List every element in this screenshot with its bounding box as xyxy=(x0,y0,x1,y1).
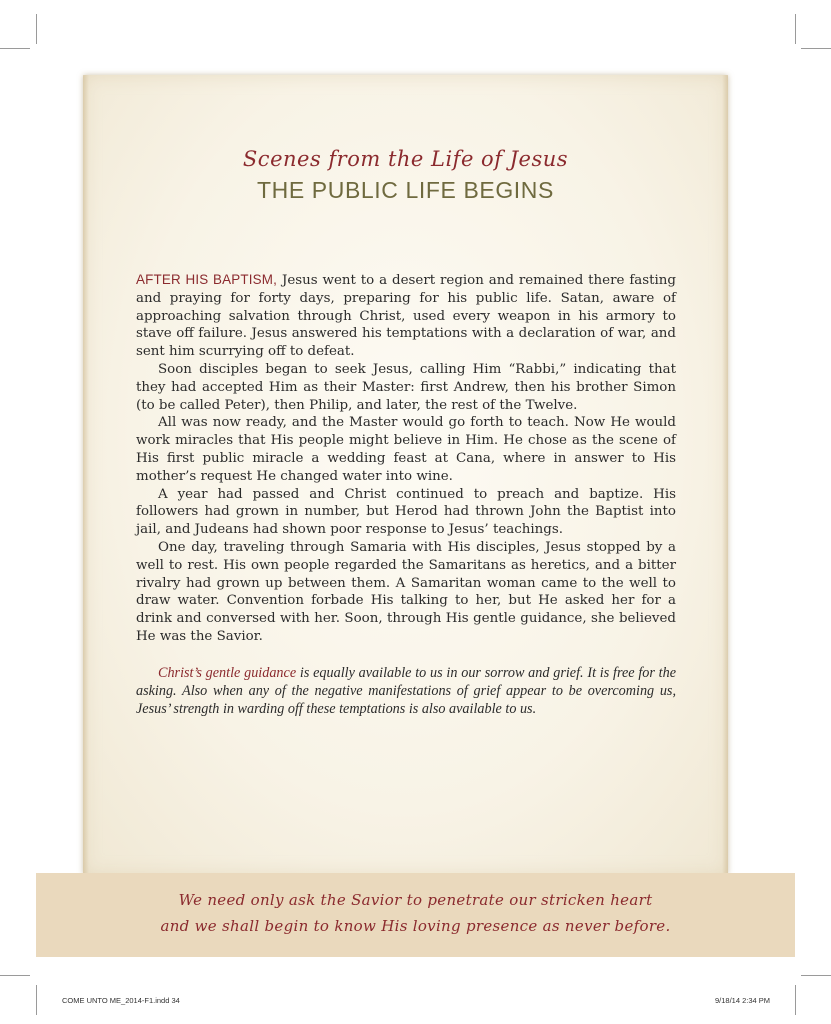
banner-quote xyxy=(36,887,795,939)
paragraph: Soon disciples began to seek Jesus, calling Him “Rabbi,” indicating that they had accepted Him as their Master: first Andrew, then his brother Simon (to be called Peter), then Philip, and later, the rest of the Twelve. xyxy=(136,361,676,413)
paragraph: A year had passed and Christ continued to preach and baptize. His followers had grown in number, but Herod had thrown John the Baptist into jail, and Judeans had shown poor response to Jesus’ teachings. xyxy=(136,486,676,538)
title-block xyxy=(83,145,728,205)
crop-mark xyxy=(36,14,37,44)
lead-in: AFTER HIS BAPTISM, xyxy=(136,272,278,287)
article-body xyxy=(136,271,676,718)
crop-mark xyxy=(0,48,30,49)
paragraph-text: Jesus went to a desert region and remained there fasting and praying for forty days, preparing for his public life. Satan, aware of approaching salvation through Christ, used every weapon in his armory to stave off failure. Jesus answered his temptations with a declaration of war, and sent him scurrying off to defeat. xyxy=(136,273,676,360)
reflection-paragraph xyxy=(136,664,676,718)
quote-banner xyxy=(36,873,795,957)
reflection-text: is equally available to us in our sorrow and grief. It is free for the asking. Also when any of the negative manifestations of grief appear to be overcoming us, Jesus’ strength in warding off these temptations is also available to us. xyxy=(136,664,676,717)
banner-line: We need only ask the Savior to penetrate our stricken heart xyxy=(178,891,653,909)
slug-filename: COME UNTO ME_2014-F1.indd 34 xyxy=(62,996,180,1005)
paragraph: One day, traveling through Samaria with His disciples, Jesus stopped by a well to rest. His own people regarded the Samaritans as heretics, and a bitter rivalry had grown up between them. A Samaritan woman came to the well to draw water. Convention forbade His talking to her, but He asked her for a drink and conversed with her. Soon, through His gentle guidance, she believed He was the Savior. xyxy=(136,539,676,644)
paragraph xyxy=(136,271,676,361)
page-subtitle: Scenes from the Life of Jesus xyxy=(242,147,569,171)
crop-mark xyxy=(801,975,831,976)
paragraph: All was now ready, and the Master would go forth to teach. Now He would work miracles that His people might believe in Him. He chose as the scene of His first public miracle a wedding feast at Cana, where in answer to His mother’s request He changed water into wine. xyxy=(136,415,676,484)
crop-mark xyxy=(795,14,796,44)
crop-mark xyxy=(0,975,30,976)
crop-mark xyxy=(36,985,37,1015)
banner-line: and we shall begin to know His loving presence as never before. xyxy=(160,917,671,935)
page-title: THE PUBLIC LIFE BEGINS xyxy=(257,177,554,203)
reflection-accent: Christ’s gentle guidance xyxy=(158,664,297,681)
crop-mark xyxy=(795,985,796,1015)
crop-mark xyxy=(801,48,831,49)
slug-timestamp: 9/18/14 2:34 PM xyxy=(715,996,771,1005)
